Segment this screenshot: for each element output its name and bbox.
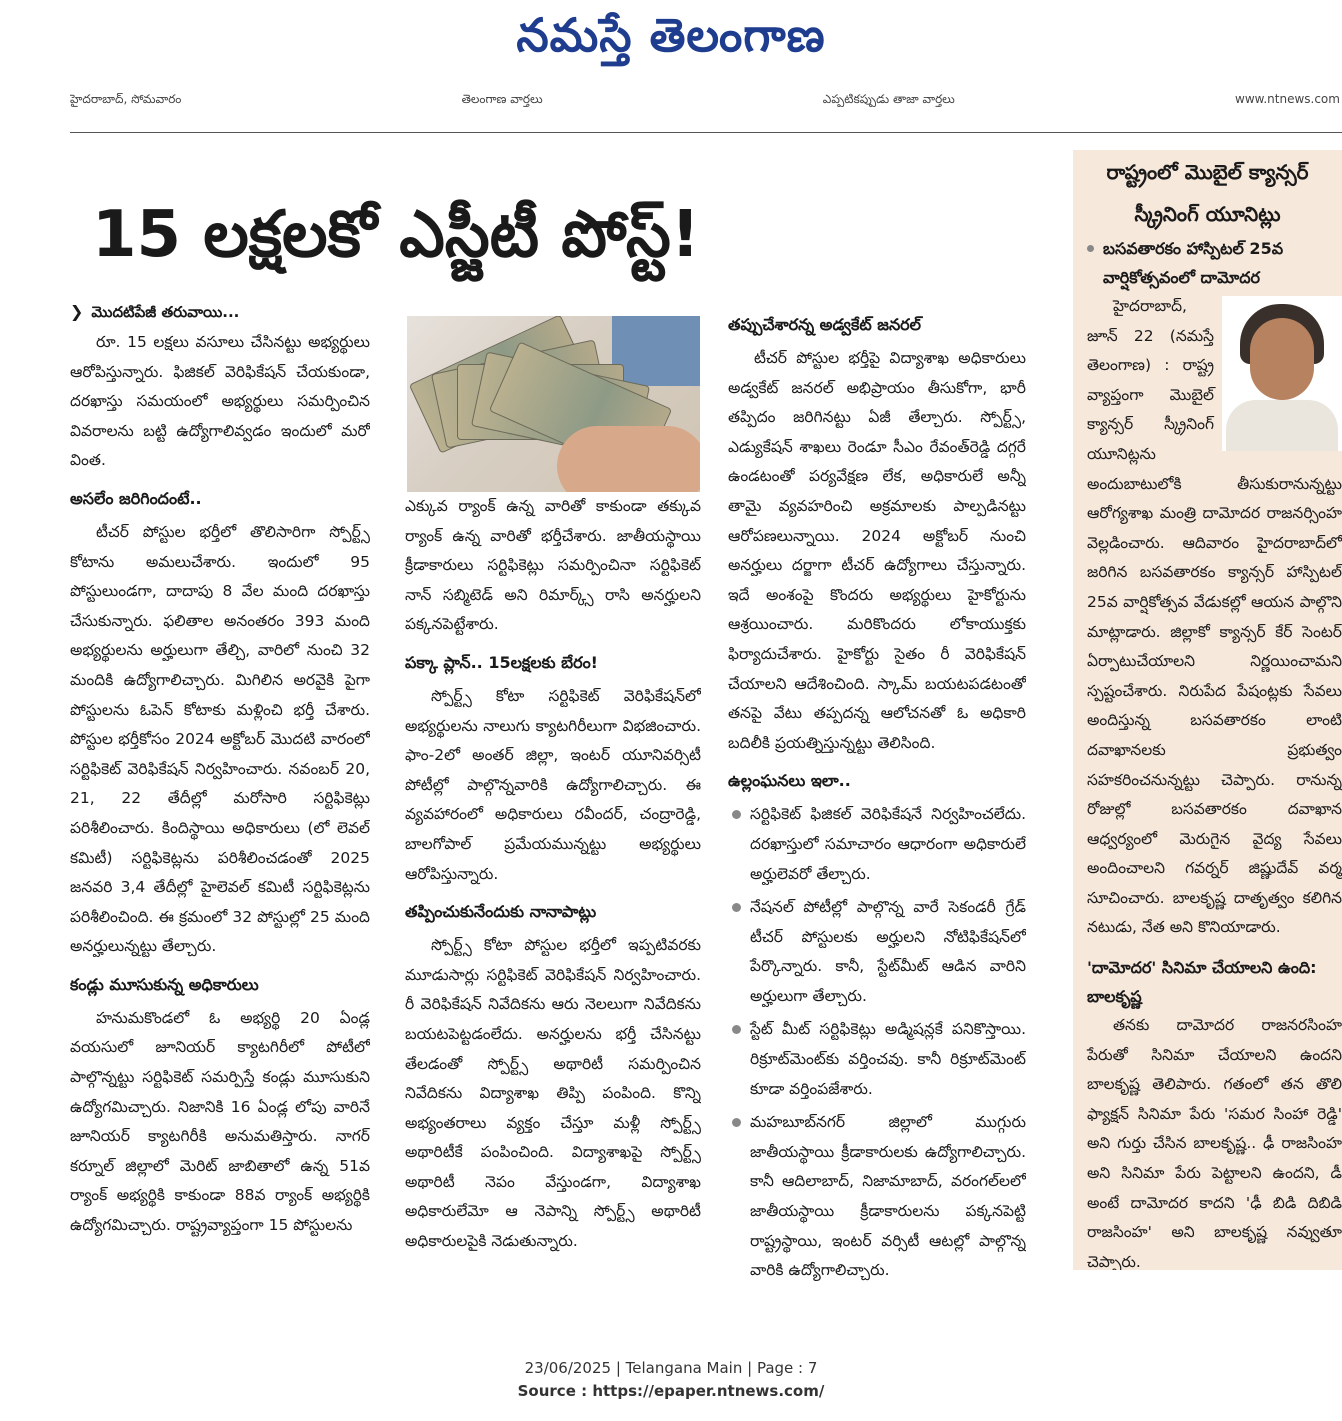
dateline-text-2: తెలంగాణ వార్తలు	[461, 92, 543, 106]
subheading: పక్కా ప్లాన్.. 15లక్షలకు బేరం!	[405, 652, 598, 672]
bullet-icon	[732, 1118, 741, 1127]
subheading: ఉల్లంఘనలు ఇలా..	[728, 771, 851, 791]
subheading: తప్పుచేశారన్న అడ్వకేట్ జనరల్	[728, 315, 922, 334]
paragraph: హైదరాబాద్, జూన్ 22 (నమస్తే తెలంగాణ) : రాష్ట్ర వ్యాప్తంగా మొబైల్ క్యాన్సర్ స్క్రీనింగ్ యూనిట్లను అందుబాటులోకి తీసుకురానున్నట్టు ఆరోగ్యశాఖ మంత్రి దామోదర రాజనర్సింహ వెల్లడించారు. ఆదివారం హైదరాబాద్‌లో జరిగిన బసవతారకం క్యాన్సర్ హాస్పిటల్ 25వ వార్షికోత్సవ వేడుకల్లో ఆయన పాల్గొని మాట్లాడారు. జిల్లాకో క్యాన్సర్ కేర్ సెంటర్ ఏర్పాటుచేయాలని నిర్ణయించామని స్పష్టంచేశారు. నిరుపేద పేషంట్లకు సేవలు అందిస్తున్న బసవతారకం లాంటి దవాఖానలకు ప్రభుత్వం సహకరించనున్నట్టు చెప్పారు. రానున్న రోజుల్లో బసవతారకం దవాఖాన ఆధ్వర్యంలో మెరుగైన వైద్య సేవలు అందించాలని గవర్నర్ జిష్ణుదేవ్ వర్మ సూచించారు. బాలకృష్ణ దాతృత్వం కలిగిన నటుడు, నేత అని కొనియాడారు.	[1087, 297, 1342, 937]
dateline-text-1: హైదరాబాద్, సోమవారం	[70, 92, 182, 106]
masthead-logo: నమస్తే తెలంగాణ	[516, 8, 826, 62]
list-item: నేషనల్ పోటీల్లో పాల్గొన్న వారే సెకండరీ గ్రేడ్ టీచర్ పోస్టులకు అర్హులని నోటిఫికేషన్‌లో పేర్కొన్నారు. కానీ, స్టేట్‌మీట్ ఆడిన వారిని అర్హులుగా తేల్చారు.	[728, 893, 1026, 1011]
dateline-text-4: www.ntnews.com	[1235, 92, 1340, 106]
paragraph: స్పోర్ట్స్ కోటా పోస్టుల భర్తీలో ఇప్పటివరకు మూడుసార్లు సర్టిఫికెట్ వెరిఫికేషన్ నిర్వహించారు. రీ వెరిఫికేషన్ నివేదికను ఆరు నెలలుగా నివేదికను బయటపెట్టడంలేదు. అనర్హులను భర్తీ చేసినట్టు తేలడంతో స్పోర్ట్స్ అథారిటీ సమర్పించిన నివేదికను విద్యాశాఖ తిప్పి పంపింది. కొన్ని అభ్యంతరాలు వ్యక్తం చేస్తూ మళ్లీ స్పోర్ట్స్ అథారిటీకే పంపించింది. విద్యాశాఖపై స్పోర్ట్స్ అథారిటీ నెపం వేస్తుండగా, విద్యాశాఖ అధికారులేమో ఆ నెపాన్ని స్పోర్ట్స్ అథారిటీ అధికారులపైకి నెడుతున్నారు.	[405, 936, 701, 1251]
list-item: స్టేట్ మీట్ సర్టిఫికెట్లు అడ్మిషన్లకే పనికొస్తాయి. రిక్రూట్‌మెంట్‌కు వర్తించవు. కానీ రిక్రూట్‌మెంట్ కూడా వర్తింపజేశారు.	[728, 1015, 1026, 1104]
page-footer	[0, 1357, 1342, 1403]
footer-source-link[interactable]: Source : https://epaper.ntnews.com/	[517, 1382, 825, 1400]
article-column-3	[728, 312, 1026, 1287]
dateline-text-3: ఎప్పటికప్పుడు తాజా వార్తలు	[822, 92, 955, 106]
violations-list	[728, 800, 1026, 1286]
sidebar-body	[1073, 292, 1342, 943]
dateline-strip	[70, 92, 1340, 108]
sidebar-title-line-1: రాష్ట్రంలో మొబైల్ క్యాన్సర్	[1106, 160, 1309, 184]
list-item: సర్టిఫికెట్ ఫిజికల్ వెరిఫికేషనే నిర్వహించలేదు. దరఖాస్తులో సమాచారం ఆధారంగా అధికారులే అర్హులెవరో తేల్చారు.	[728, 800, 1026, 889]
subheading: అసలేం జరిగిందంటే..	[70, 488, 202, 508]
paragraph: హనుమకొండలో ఓ అభ్యర్థి 20 ఏండ్ల వయసులో జూనియర్ క్యాటగిరీలో పోటీలో పాల్గొన్నట్టు సర్టిఫికెట్ సమర్పిస్తే కండ్లు మూసుకుని ఉద్యోగమిచ్చారు. నిజానికి 16 ఏండ్ల లోపు వారినే జూనియర్ క్యాటగిరీకి అనుమతిస్తారు. నాగర్ కర్నూల్ జిల్లాలో మెరిట్ జాబితాలో ఉన్న 51వ ర్యాంక్ అభ్యర్థికి కాకుండా 88వ ర్యాంక్ అభ్యర్థికి ఉద్యోగమిచ్చారు. రాష్ట్రవ్యాప్తంగా 15 పోస్టులను	[70, 1008, 370, 1235]
article-column-1	[70, 300, 370, 1280]
header-divider	[70, 132, 1342, 133]
currency-notes-photo	[407, 316, 700, 492]
chevron-right-icon: ❯	[70, 302, 84, 321]
sidebar-summary-bullet: బసవతారకం హాస్పిటల్ 25వ వార్షికోత్సవంలో దామోదర	[1073, 234, 1342, 292]
sidebar-title-line-2: స్క్రీనింగ్ యూనిట్లు	[1134, 202, 1281, 226]
bullet-icon	[1087, 245, 1094, 252]
continued-kicker	[70, 300, 370, 324]
list-item: మహబూబ్‌నగర్ జిల్లాలో ముగ్గురు జాతీయస్థాయి క్రీడాకారులకు ఉద్యోగాలిచ్చారు. కానీ ఆదిలాబాద్, నిజామాబాద్, వరంగల్‌లలో జాతీయస్థాయి క్రీడాకారులను పక్కనపెట్టి రాష్ట్రస్థాయి, ఇంటర్ వర్సిటీ ఆటల్లో పాల్గొన్న వారికి ఉద్యోగాలిచ్చారు.	[728, 1108, 1026, 1286]
paragraph: టీచర్ పోస్టుల భర్తీపై విద్యాశాఖ అధికారులు అడ్వకేట్ జనరల్ అభిప్రాయం తీసుకోగా, భారీ తప్పిదం జరిగినట్టు ఏజీ తేల్చారు. స్పోర్ట్స్, ఎడ్యుకేషన్ శాఖలు రెండూ సీఎం రేవంత్‌రెడ్డి దగ్గరే ఉండటంతో పర్యవేక్షణ లేక, అధికారులే అన్నీ తామై వ్యవహరించి అక్రమాలకు పాల్పడినట్టు ఆరోపణలున్నాయి. 2024 అక్టోబర్ నుంచి అనర్హులు దర్జాగా టీచర్ ఉద్యోగాలు చేస్తున్నారు. ఇదే అంశంపై కొందరు అభ్యర్థులు హైకోర్టును ఆశ్రయించారు. మరికొందరు లోకాయుక్తకు ఫిర్యాదుచేశారు. హైకోర్టు సైతం రీ వెరిఫికేషన్ చేయాలని ఆదేశించింది. స్కామ్ బయటపడటంతో తనపై వేటు తప్పదన్న ఆలోచనతో ఓ అధికారి బదిలీకి ప్రయత్నిస్తున్నట్టు తెలిసింది.	[728, 349, 1026, 752]
footer-date-line: 23/06/2025 | Telangana Main | Page : 7	[524, 1359, 818, 1377]
sidebar-subheading: 'దామోదర' సినిమా చేయాలని ఉంది: బాలకృష్ణ	[1087, 958, 1317, 1007]
minister-portrait-photo	[1222, 296, 1342, 451]
bullet-icon	[732, 810, 741, 819]
paragraph: ఎక్కువ ర్యాంక్ ఉన్న వారితో కాకుండా తక్కువ ర్యాంక్ ఉన్న వారితో భర్తీచేశారు. జాతీయస్థాయి క్రీడాకారులు సర్టిఫికెట్లు సమర్పించినా సర్టిఫికెట్ నాన్ సబ్మిటెడ్ అని రిమార్క్స్ రాసి అనర్హులని పక్కనపెట్టేశారు.	[405, 497, 701, 634]
bullet-icon	[732, 903, 741, 912]
article-headline: 15 లక్షలకో ఎస్జీటీ పోస్ట్!	[92, 198, 700, 272]
article-column-2	[405, 492, 701, 1282]
kicker-text: మొదటిపేజీ తరువాయి...	[91, 303, 240, 321]
paragraph: స్పోర్ట్స్ కోటా సర్టిఫికెట్ వెరిఫికేషన్‌లో అభ్యర్థులను నాలుగు క్యాటగిరీలుగా విభజించారు. ఫాం-2లో అంతర్ జిల్లా, ఇంటర్ యూనివర్సిటీ పోటీల్లో పాల్గొన్నవారికి ఉద్యోగాలిచ్చారు. ఈ వ్యవహారంలో అధికారులు రవీందర్, చంద్రారెడ్డి, బాలగోపాల్ ప్రమేయమున్నట్టు అభ్యర్థులు ఆరోపిస్తున్నారు.	[405, 686, 701, 883]
sidebar-story	[1073, 150, 1342, 1270]
subheading: తప్పించుకునేందుకు నానాపాట్లు	[405, 902, 597, 922]
subheading: కండ్లు మూసుకున్న అధికారులు	[70, 974, 259, 994]
bullet-icon	[732, 1025, 741, 1034]
sidebar-body-2	[1073, 1011, 1342, 1270]
paragraph: తనకు దామోదర రాజనరసింహ పేరుతో సినిమా చేయాలని ఉందని బాలకృష్ణ తెలిపారు. గతంలో తన తొలి ఫ్యాక్షన్ సినిమా పేరు 'సమర సింహా రెడ్డి' అని గుర్తు చేసిన బాలకృష్ణ.. ఢీ రాజసింహ అని సినిమా పేరు పెట్టాలని ఉందని, డీ అంటే దామోదర కాదని 'ఢీ బిడి దిబిడి రాజసింహ' అని బాలకృష్ణ నవ్వుతూ చెప్పారు.	[1087, 1016, 1342, 1270]
paragraph: రూ. 15 లక్షలు వసూలు చేసినట్టు అభ్యర్థులు ఆరోపిస్తున్నారు. ఫిజికల్ వెరిఫికేషన్ చేయకుండా, దరఖాస్తు సమయంలో అభ్యర్థులు సమర్పించిన వివరాలను బట్టి ఉద్యోగాలివ్వడం ఇందులో మరో వింత.	[70, 333, 370, 470]
paragraph: టీచర్ పోస్టుల భర్తీలో తొలిసారిగా స్పోర్ట్స్ కోటాను అమలుచేశారు. ఇందులో 95 పోస్టులుండగా, దాదాపు 8 వేల మంది దరఖాస్తు చేసుకున్నారు. ఫలితాల అనంతరం 393 మంది అభ్యర్థులను అర్హులుగా తేల్చి, వారిలో నుంచి 32 మందికి ఉద్యోగాలిచ్చారు. మిగిలిన అరవైకి పైగా పోస్టులను ఓపెన్ కోటాకు మళ్లించి భర్తీ చేశారు. పోస్టుల భర్తీకోసం 2024 అక్టోబర్ మొదటి వారంలో సర్టిఫికెట్ వెరిఫికేషన్ నిర్వహించారు. నవంబర్ 20, 21, 22 తేదీల్లో మరోసారి సర్టిఫికెట్లు పరిశీలించారు. కిందిస్థాయి అధికారులు (లో లెవల్ కమిటీ) సర్టిఫికెట్లను పరిశీలించడంతో 2025 జనవరి 3,4 తేదీల్లో హైలెవల్ కమిటీ సర్టిఫికెట్లను పరిశీలించింది. ఈ క్రమంలో 32 పోస్టుల్లో 25 మంది అనర్హులున్నట్టు తేల్చారు.	[70, 522, 370, 956]
